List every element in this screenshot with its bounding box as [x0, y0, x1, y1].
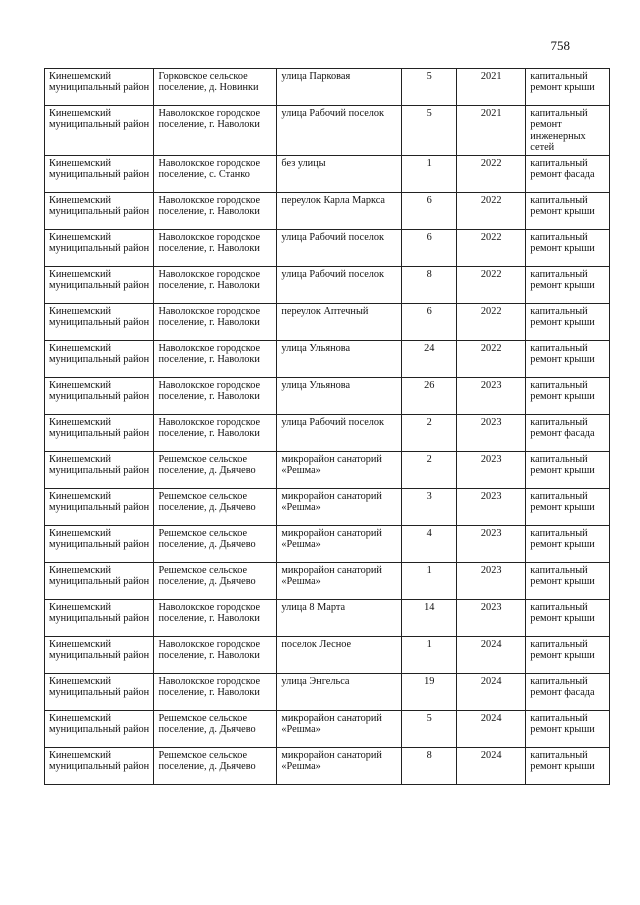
- year-cell: 2022: [457, 340, 526, 377]
- street-cell: без улицы: [277, 155, 402, 192]
- district-cell: Кинешемский муниципальный район: [45, 599, 154, 636]
- settlement-cell: Наволокское городское поселение, г. Наволоки: [154, 599, 277, 636]
- table-row: [45, 377, 610, 414]
- district-cell: Кинешемский муниципальный район: [45, 229, 154, 266]
- table-row: [45, 636, 610, 673]
- house-number-cell: 26: [402, 377, 457, 414]
- street-cell: улица Рабочий поселок: [277, 414, 402, 451]
- settlement-cell: Наволокское городское поселение, г. Наволоки: [154, 266, 277, 303]
- district-cell: Кинешемский муниципальный район: [45, 525, 154, 562]
- year-cell: 2022: [457, 303, 526, 340]
- housing-repair-table: [44, 68, 610, 785]
- district-cell: Кинешемский муниципальный район: [45, 340, 154, 377]
- year-cell: 2022: [457, 229, 526, 266]
- house-number-cell: 1: [402, 562, 457, 599]
- district-cell: Кинешемский муниципальный район: [45, 562, 154, 599]
- settlement-cell: Горковское сельское поселение, д. Новинки: [154, 69, 277, 106]
- street-cell: улица 8 Марта: [277, 599, 402, 636]
- work-type-cell: капитальный ремонт крыши: [526, 562, 610, 599]
- work-type-cell: капитальный ремонт инженерных сетей: [526, 106, 610, 156]
- year-cell: 2024: [457, 747, 526, 784]
- table-row: [45, 69, 610, 106]
- year-cell: 2021: [457, 106, 526, 156]
- year-cell: 2023: [457, 414, 526, 451]
- district-cell: Кинешемский муниципальный район: [45, 414, 154, 451]
- work-type-cell: капитальный ремонт крыши: [526, 377, 610, 414]
- settlement-cell: Наволокское городское поселение, г. Наволоки: [154, 340, 277, 377]
- table-row: [45, 340, 610, 377]
- settlement-cell: Решемское сельское поселение, д. Дьячево: [154, 710, 277, 747]
- table-row: [45, 710, 610, 747]
- year-cell: 2022: [457, 266, 526, 303]
- street-cell: микрорайон санаторий «Решма»: [277, 525, 402, 562]
- year-cell: 2023: [457, 488, 526, 525]
- house-number-cell: 5: [402, 106, 457, 156]
- house-number-cell: 6: [402, 303, 457, 340]
- settlement-cell: Наволокское городское поселение, г. Наволоки: [154, 414, 277, 451]
- district-cell: Кинешемский муниципальный район: [45, 155, 154, 192]
- work-type-cell: капитальный ремонт крыши: [526, 192, 610, 229]
- work-type-cell: капитальный ремонт крыши: [526, 488, 610, 525]
- settlement-cell: Наволокское городское поселение, г. Наволоки: [154, 192, 277, 229]
- settlement-cell: Наволокское городское поселение, г. Наволоки: [154, 303, 277, 340]
- table-row: [45, 599, 610, 636]
- street-cell: поселок Лесное: [277, 636, 402, 673]
- work-type-cell: капитальный ремонт крыши: [526, 69, 610, 106]
- settlement-cell: Решемское сельское поселение, д. Дьячево: [154, 562, 277, 599]
- work-type-cell: капитальный ремонт фасада: [526, 414, 610, 451]
- house-number-cell: 8: [402, 747, 457, 784]
- district-cell: Кинешемский муниципальный район: [45, 303, 154, 340]
- street-cell: микрорайон санаторий «Решма»: [277, 747, 402, 784]
- street-cell: улица Парковая: [277, 69, 402, 106]
- district-cell: Кинешемский муниципальный район: [45, 451, 154, 488]
- house-number-cell: 3: [402, 488, 457, 525]
- house-number-cell: 6: [402, 229, 457, 266]
- street-cell: переулок Аптечный: [277, 303, 402, 340]
- table-row: [45, 451, 610, 488]
- street-cell: улица Рабочий поселок: [277, 106, 402, 156]
- settlement-cell: Наволокское городское поселение, г. Наволоки: [154, 673, 277, 710]
- table-row: [45, 106, 610, 156]
- district-cell: Кинешемский муниципальный район: [45, 636, 154, 673]
- house-number-cell: 14: [402, 599, 457, 636]
- table-row: [45, 562, 610, 599]
- settlement-cell: Наволокское городское поселение, г. Наволоки: [154, 229, 277, 266]
- house-number-cell: 4: [402, 525, 457, 562]
- district-cell: Кинешемский муниципальный район: [45, 747, 154, 784]
- work-type-cell: капитальный ремонт крыши: [526, 710, 610, 747]
- table-row: [45, 488, 610, 525]
- street-cell: улица Ульянова: [277, 340, 402, 377]
- table-row: [45, 747, 610, 784]
- settlement-cell: Решемское сельское поселение, д. Дьячево: [154, 747, 277, 784]
- work-type-cell: капитальный ремонт крыши: [526, 229, 610, 266]
- street-cell: микрорайон санаторий «Решма»: [277, 451, 402, 488]
- house-number-cell: 19: [402, 673, 457, 710]
- street-cell: улица Энгельса: [277, 673, 402, 710]
- district-cell: Кинешемский муниципальный район: [45, 377, 154, 414]
- street-cell: улица Рабочий поселок: [277, 229, 402, 266]
- house-number-cell: 2: [402, 451, 457, 488]
- district-cell: Кинешемский муниципальный район: [45, 266, 154, 303]
- district-cell: Кинешемский муниципальный район: [45, 673, 154, 710]
- district-cell: Кинешемский муниципальный район: [45, 106, 154, 156]
- work-type-cell: капитальный ремонт крыши: [526, 340, 610, 377]
- year-cell: 2024: [457, 710, 526, 747]
- page-number: 758: [550, 38, 570, 53]
- table-row: [45, 303, 610, 340]
- year-cell: 2021: [457, 69, 526, 106]
- house-number-cell: 8: [402, 266, 457, 303]
- work-type-cell: капитальный ремонт фасада: [526, 673, 610, 710]
- settlement-cell: Решемское сельское поселение, д. Дьячево: [154, 451, 277, 488]
- house-number-cell: 2: [402, 414, 457, 451]
- district-cell: Кинешемский муниципальный район: [45, 710, 154, 747]
- house-number-cell: 24: [402, 340, 457, 377]
- district-cell: Кинешемский муниципальный район: [45, 488, 154, 525]
- year-cell: 2023: [457, 599, 526, 636]
- work-type-cell: капитальный ремонт крыши: [526, 636, 610, 673]
- settlement-cell: Наволокское городское поселение, г. Наволоки: [154, 377, 277, 414]
- house-number-cell: 6: [402, 192, 457, 229]
- year-cell: 2024: [457, 673, 526, 710]
- house-number-cell: 1: [402, 155, 457, 192]
- settlement-cell: Наволокское городское поселение, г. Наволоки: [154, 636, 277, 673]
- street-cell: микрорайон санаторий «Решма»: [277, 488, 402, 525]
- table-row: [45, 266, 610, 303]
- street-cell: улица Рабочий поселок: [277, 266, 402, 303]
- year-cell: 2024: [457, 636, 526, 673]
- year-cell: 2023: [457, 377, 526, 414]
- house-number-cell: 5: [402, 710, 457, 747]
- table-row: [45, 525, 610, 562]
- work-type-cell: капитальный ремонт фасада: [526, 155, 610, 192]
- street-cell: микрорайон санаторий «Решма»: [277, 710, 402, 747]
- street-cell: микрорайон санаторий «Решма»: [277, 562, 402, 599]
- settlement-cell: Решемское сельское поселение, д. Дьячево: [154, 488, 277, 525]
- table-row: [45, 192, 610, 229]
- table-row: [45, 229, 610, 266]
- year-cell: 2022: [457, 192, 526, 229]
- table-row: [45, 673, 610, 710]
- settlement-cell: Решемское сельское поселение, д. Дьячево: [154, 525, 277, 562]
- work-type-cell: капитальный ремонт крыши: [526, 525, 610, 562]
- settlement-cell: Наволокское городское поселение, г. Наволоки: [154, 106, 277, 156]
- year-cell: 2023: [457, 562, 526, 599]
- year-cell: 2022: [457, 155, 526, 192]
- street-cell: улица Ульянова: [277, 377, 402, 414]
- table-row: [45, 155, 610, 192]
- house-number-cell: 1: [402, 636, 457, 673]
- district-cell: Кинешемский муниципальный район: [45, 192, 154, 229]
- work-type-cell: капитальный ремонт крыши: [526, 451, 610, 488]
- district-cell: Кинешемский муниципальный район: [45, 69, 154, 106]
- year-cell: 2023: [457, 451, 526, 488]
- work-type-cell: капитальный ремонт крыши: [526, 266, 610, 303]
- settlement-cell: Наволокское городское поселение, с. Станко: [154, 155, 277, 192]
- work-type-cell: капитальный ремонт крыши: [526, 303, 610, 340]
- table-row: [45, 414, 610, 451]
- work-type-cell: капитальный ремонт крыши: [526, 599, 610, 636]
- street-cell: переулок Карла Маркса: [277, 192, 402, 229]
- house-number-cell: 5: [402, 69, 457, 106]
- year-cell: 2023: [457, 525, 526, 562]
- work-type-cell: капитальный ремонт крыши: [526, 747, 610, 784]
